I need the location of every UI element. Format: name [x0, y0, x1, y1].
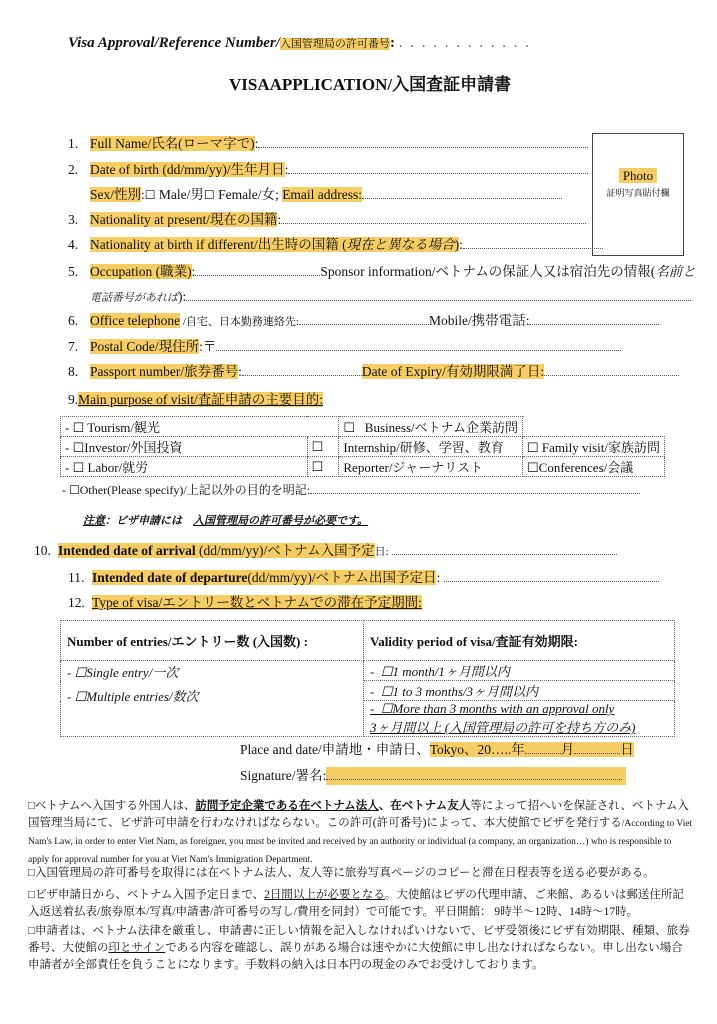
text: □ベトナムへ入国する外国人は、	[28, 800, 196, 812]
passport-input[interactable]	[242, 363, 362, 376]
reference-label-jp: 入国管理局の許可番号	[279, 38, 390, 50]
more-than-3-months-checkbox[interactable]: ☐	[380, 701, 393, 716]
colon: :	[254, 136, 259, 151]
more-than-3-months-note: 3ヶ月間以上 (入国管理局の許可を持ち方のみ)	[370, 720, 636, 735]
nationality-label: Nationality at present/現在の国籍	[90, 212, 278, 227]
field-number: 5.	[68, 264, 79, 279]
conferences-checkbox[interactable]: ☐	[527, 460, 539, 475]
dash: -	[62, 483, 66, 497]
male-checkbox[interactable]: ☐	[144, 188, 156, 202]
field-number: 3.	[68, 212, 79, 227]
colon: 日:	[374, 546, 389, 558]
field-full-name	[68, 135, 588, 153]
field-postal-code	[68, 338, 621, 356]
text-underlined: 印とサイン	[108, 942, 166, 954]
email-label: Email address:	[282, 187, 363, 202]
office-telephone-label: Office telephone	[90, 313, 181, 328]
field-purpose	[68, 391, 323, 409]
internship-checkbox[interactable]: ☐	[311, 438, 324, 454]
footer-paragraph-4	[28, 923, 693, 974]
day-label: 日	[620, 742, 634, 757]
reference-number-field[interactable]: . . . . . . . . . . . .	[398, 35, 531, 51]
colon: :〒	[199, 339, 217, 354]
male-label: Male/男	[158, 187, 204, 202]
text: 等によって招へいを保証され、ベトナム入国管理当局にて、ビザ許可申請を行わなければならない。この許可(許可番号)によって、本大使館でビザを発行する	[28, 800, 689, 829]
field-arrival	[34, 542, 617, 561]
purpose-label: Main purpose of visit/査証申請の主要目的:	[78, 392, 323, 407]
nationality-input[interactable]	[281, 211, 586, 224]
purpose-other	[62, 481, 640, 499]
text-bold: 、在ベトナム友人	[378, 800, 471, 812]
note	[83, 512, 368, 530]
field-number: 1.	[68, 136, 79, 151]
field-number: 6.	[68, 313, 79, 328]
field-nationality-birth	[68, 236, 603, 254]
colon: :	[436, 570, 441, 585]
more-than-3-months-label: More than 3 months with an approval only	[392, 701, 615, 716]
other-input[interactable]	[310, 481, 640, 494]
colon: :	[191, 264, 196, 279]
photo-label: Photo	[619, 168, 657, 183]
tourism-label: Tourism/観光	[87, 420, 161, 435]
field-occupation	[68, 263, 696, 281]
family-label: Family visit/家族訪問	[541, 440, 660, 455]
field-number: 11.	[68, 570, 85, 585]
colon: :	[459, 237, 463, 252]
field-number: 10.	[34, 543, 51, 558]
dash: -	[65, 420, 70, 435]
single-entry-option[interactable]: - ☐Single entry/一次	[67, 665, 179, 680]
text: 。大使館はビザの代理申請、ご来館、あるいは郵送住所記入返送着払表/旅券原本/写真/申請書/許可番号の写し/費用を同封）で可能です。平日開館： 9時半〜12時、14時〜17時。	[28, 889, 684, 918]
text: である内容を確認し、誤りがある場合は速やかに大使館に申し出なければならない。申し出ない場合申請者が全部責任を負うことになります。手数料の納入は日本円の現金のみでお受けしております。	[28, 942, 683, 971]
place-date-value[interactable]: Tokyo、20…..年	[429, 742, 525, 757]
multiple-entry-label: Multiple entries/数次	[86, 689, 199, 704]
field-sex-email: Sex/性別:☐ Male/男☐ Female/女; Email address:	[90, 186, 562, 204]
field-nationality	[68, 211, 586, 229]
arrival-label: Intended date of arrival	[58, 543, 196, 558]
single-entry-label: Single entry/一次	[86, 665, 179, 680]
field-office-telephone	[68, 312, 659, 331]
reporter-label: Reporter/ジャーナリスト	[343, 460, 483, 475]
field-sponsor	[90, 288, 691, 307]
footer-paragraph-3	[28, 887, 693, 921]
female-label: Female/女;	[218, 187, 279, 202]
labor-label: Labor/就労	[87, 460, 149, 475]
text: □ビザ申請日から、ベトナム入国予定日まで、	[28, 889, 265, 901]
single-entry-checkbox[interactable]: ☐	[74, 665, 87, 680]
field-date-of-birth	[68, 161, 588, 179]
other-label: Other(Please specify)/上記以外の目的を明記:	[79, 483, 311, 497]
business-checkbox[interactable]: ☐	[343, 420, 356, 435]
field-number: 2.	[68, 162, 79, 177]
text-underlined: 2日間以上が必要となる	[264, 889, 385, 901]
text-bold: 訪問予定企業である在ベトナム法人	[195, 800, 379, 812]
mobile-input[interactable]	[529, 312, 659, 325]
labor-checkbox[interactable]: ☐	[72, 460, 85, 475]
footer-paragraph-2: □入国管理局の許可番号を取得には在ベトナム法人、友人等に旅券写真ページのコピーと滞在日程表等を送る必要がある。	[28, 867, 655, 879]
departure-label-format: (dd/mm/yy)/ベトナム出国予定日	[247, 570, 437, 585]
three-month-label: 1 to 3 months/3ヶ月間以内	[392, 684, 539, 699]
field-departure	[68, 569, 659, 587]
female-checkbox[interactable]: ☐	[203, 188, 215, 202]
photo-sublabel: 証明写真貼付欄	[606, 188, 670, 198]
visa-type-label: Type of visa/エントリー数とベトナムでの滞在予定期間:	[92, 595, 422, 610]
nationality-birth-note: 現在と異なる場合	[346, 237, 455, 252]
day-input[interactable]	[574, 741, 620, 754]
sponsor-input[interactable]	[186, 288, 691, 301]
business-label: Business/ベトナム企業訪問	[364, 420, 518, 435]
one-month-label: 1 month/1ヶ月間以内	[392, 664, 510, 679]
nationality-birth-label: Nationality at birth if different/出生時の国籍 (	[90, 237, 347, 252]
field-visa-type	[68, 594, 422, 612]
passport-label: Passport number/旅券番号	[90, 364, 239, 379]
note-main: 入国管理局の許可番号が必要です。	[193, 515, 369, 527]
sponsor-label: Sponsor information/ベトナムの保証人又は宿泊先の情報(	[320, 264, 656, 279]
place-date-label: Place and date/申請地・申請日、	[240, 742, 430, 757]
sex-label: Sex/性別	[90, 187, 142, 202]
field-number: 9.	[68, 392, 79, 407]
office-telephone-label-jp: /自宅、日本勤務連絡先:	[180, 316, 299, 328]
purpose-table	[60, 416, 665, 477]
colon: :	[238, 364, 242, 379]
colon: :	[284, 162, 289, 177]
multiple-entry-option[interactable]: - ☐Multiple entries/数次	[67, 689, 199, 704]
sponsor-note-2: 電話番号があれば	[90, 292, 178, 304]
dash: -	[65, 440, 70, 455]
family-checkbox[interactable]: ☐	[527, 440, 539, 455]
occupation-label: Occupation (職業)	[90, 264, 192, 279]
dob-input[interactable]	[288, 161, 588, 174]
photo-box	[592, 133, 684, 256]
signature-label: Signature/署名:	[240, 768, 327, 783]
three-month-checkbox[interactable]: ☐	[380, 684, 393, 699]
paren: )	[454, 237, 460, 252]
office-telephone-input[interactable]	[299, 312, 429, 325]
tourism-checkbox[interactable]: ☐	[72, 420, 85, 435]
colon: ):	[178, 289, 187, 304]
field-number: 7.	[68, 339, 79, 354]
internship-label: Internship/研修、学習、教育	[343, 440, 504, 455]
email-input[interactable]	[362, 186, 562, 199]
footer-paragraph-1	[28, 798, 693, 869]
month-input[interactable]	[525, 741, 561, 754]
field-number: 12.	[68, 595, 85, 610]
one-month-checkbox[interactable]: ☐	[380, 664, 393, 679]
expiry-label: Date of Expiry/有効期限満了日:	[361, 364, 545, 379]
mobile-label: Mobile/携帯電話:	[428, 313, 530, 328]
nationality-birth-input[interactable]	[463, 236, 603, 249]
postal-code-label: Postal Code/現住所	[90, 339, 200, 354]
arrival-label-format: (dd/mm/yy)/ベトナム入国予定	[195, 543, 375, 558]
entries-header: Number of entries/エントリー数 (入国数) :	[61, 621, 364, 661]
dob-label: Date of birth (dd/mm/yy)/生年月日	[90, 162, 285, 177]
conferences-label: Conferences/会議	[538, 460, 634, 475]
investor-label: Investor/外国投資	[84, 440, 183, 455]
multiple-entry-checkbox[interactable]: ☐	[74, 689, 87, 704]
investor-checkbox[interactable]: ☐	[72, 440, 85, 455]
reporter-checkbox[interactable]: ☐	[311, 458, 324, 474]
sponsor-note: 名前と	[655, 264, 696, 279]
note-prefix: 注意	[83, 515, 105, 527]
page-title: VISAAPPLICATION/入国査証申請書	[229, 75, 512, 94]
field-number: 4.	[68, 237, 79, 252]
note-text: ：ビザ申請には	[105, 515, 193, 527]
full-name-input[interactable]	[258, 135, 588, 148]
text: □申請者は、ベトナム法律を厳重し、申請書に正しい情報を記入しなければいけないで、ビザ受領後にビザ有効期限、種類、旅券番号、大使館の	[28, 925, 690, 954]
dash: -	[65, 460, 70, 475]
field-number: 8.	[68, 364, 79, 379]
arrival-input[interactable]	[392, 542, 617, 555]
month-label: 月	[560, 742, 575, 757]
address-input[interactable]	[216, 338, 621, 351]
departure-input[interactable]	[444, 569, 659, 582]
validity-header: Validity period of visa/査証有効期限:	[364, 621, 675, 661]
signature-input[interactable]	[326, 767, 622, 780]
colon: :	[277, 212, 282, 227]
place-date	[240, 741, 634, 759]
departure-label: Intended date of departure	[92, 570, 248, 585]
reference-number-line	[68, 34, 531, 53]
signature	[240, 767, 626, 785]
visa-type-table: Number of entries/エントリー数 (入国数) : Validity period of visa/査証有効期限: - ☐Single entry/一次 - ☐Multiple entries/数次 - ☐1 month/1ヶ月間以内 - ☐1 to 3 months/3ヶ月間以内 - ☐More than 3 months with an approval only 3ヶ月間以上 (入国管理局の許可を持ち方のみ)	[60, 620, 675, 737]
occupation-input[interactable]	[195, 263, 320, 276]
expiry-input[interactable]	[544, 363, 679, 376]
other-checkbox[interactable]: ☐	[69, 483, 80, 497]
field-passport	[68, 363, 679, 381]
reference-label: Visa Approval/Reference Number/	[68, 35, 280, 51]
full-name-label: Full Name/氏名(ローマ字で)	[90, 136, 255, 151]
text-english: /According to Viet Nam's Law, in order to enter Viet Nam, as foreigner, you must be invited and received by an authority or individual (a company, an organization…) who is responsible to apply for approval number for you at Viet Nam's Immigration Department.	[28, 819, 693, 865]
colon: :	[389, 35, 395, 51]
